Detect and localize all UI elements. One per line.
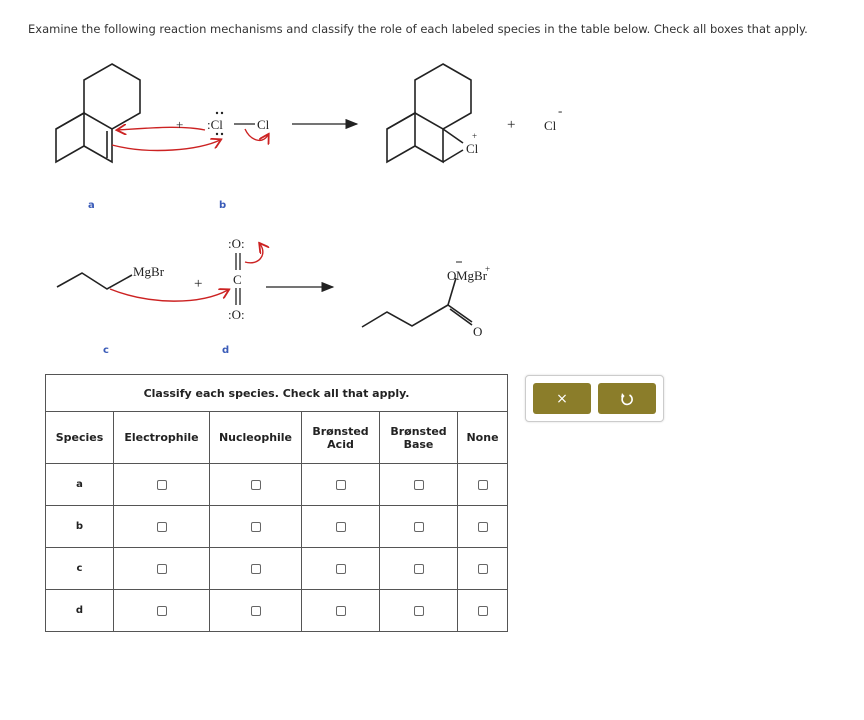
plus-sign-1: +: [176, 117, 184, 132]
checkbox-b-electrophile[interactable]: [157, 522, 167, 532]
checkbox-d-nucleophile[interactable]: [251, 606, 261, 616]
red-electron-arrow-5: [245, 244, 263, 263]
red-electron-arrow-1: [112, 140, 220, 150]
product-1-cl: Cl: [466, 141, 479, 156]
species-d-c: C: [233, 272, 242, 287]
label-b: b: [219, 200, 227, 211]
table-title: Classify each species. Check all that apply.: [46, 375, 508, 412]
chloride-negative-charge: -: [558, 103, 563, 118]
product-2-structure: [362, 278, 472, 327]
table-row: [46, 548, 508, 590]
checkbox-c-electrophile[interactable]: [157, 564, 167, 574]
label-d: d: [222, 345, 230, 356]
checkbox-a-electrophile[interactable]: [157, 480, 167, 490]
product-2-positive-charge: +: [485, 264, 491, 274]
table-row: [46, 464, 508, 506]
header-bronsted-base: Brønsted Base: [380, 412, 458, 464]
checkbox-d-bronsted-acid[interactable]: [336, 606, 346, 616]
undo-icon: [620, 392, 634, 406]
checkbox-b-none[interactable]: [478, 522, 488, 532]
chloride-ion: Cl: [544, 118, 557, 133]
header-none: None: [458, 412, 508, 464]
action-button-panel: [525, 375, 664, 422]
checkbox-a-bronsted-acid[interactable]: [336, 480, 346, 490]
plus-sign-3: +: [194, 276, 203, 292]
clear-button[interactable]: [533, 383, 591, 414]
checkbox-a-none[interactable]: [478, 480, 488, 490]
species-c-structure: [57, 273, 132, 289]
checkbox-a-nucleophile[interactable]: [251, 480, 261, 490]
species-label-c: c: [46, 548, 114, 590]
table-row: [46, 590, 508, 632]
species-c-mgbr: MgBr: [133, 264, 165, 279]
checkbox-a-bronsted-base[interactable]: [414, 480, 424, 490]
header-species: Species: [46, 412, 114, 464]
checkbox-b-bronsted-acid[interactable]: [336, 522, 346, 532]
red-electron-arrow-4: [110, 289, 228, 301]
question-prompt: Examine the following reaction mechanisms and classify the role of each labeled species in the table below. Check all boxes that apply.: [28, 22, 808, 36]
table-header-row: [46, 412, 508, 464]
checkbox-d-bronsted-base[interactable]: [414, 606, 424, 616]
undo-button[interactable]: [598, 383, 656, 414]
species-a-structure: [56, 64, 140, 162]
species-b-cl-left: :Cl: [207, 117, 223, 132]
checkbox-c-nucleophile[interactable]: [251, 564, 261, 574]
close-icon: ×: [556, 390, 568, 407]
product-1-structure: [387, 64, 471, 162]
checkbox-b-bronsted-base[interactable]: [414, 522, 424, 532]
header-bronsted-acid: Brønsted Acid: [302, 412, 380, 464]
red-electron-arrow-2: [118, 127, 205, 130]
checkbox-d-electrophile[interactable]: [157, 606, 167, 616]
header-nucleophile: Nucleophile: [210, 412, 302, 464]
product-2-o-minus: O: [447, 268, 457, 283]
label-a: a: [88, 200, 95, 211]
species-label-d: d: [46, 590, 114, 632]
product-2-mgbr: MgBr: [456, 268, 488, 283]
label-c: c: [103, 345, 109, 356]
product-1-positive-charge: +: [472, 131, 478, 141]
header-electrophile: Electrophile: [114, 412, 210, 464]
species-label-a: a: [46, 464, 114, 506]
species-label-b: b: [46, 506, 114, 548]
species-b-cl-right: Cl: [257, 117, 270, 132]
species-d-o-top: :O:: [228, 236, 245, 251]
checkbox-c-none[interactable]: [478, 564, 488, 574]
product-2-o: O: [473, 324, 483, 339]
plus-sign-2: +: [507, 117, 516, 133]
table-row: [46, 506, 508, 548]
checkbox-d-none[interactable]: [478, 606, 488, 616]
checkbox-c-bronsted-base[interactable]: [414, 564, 424, 574]
checkbox-c-bronsted-acid[interactable]: [336, 564, 346, 574]
species-d-o-bottom: :O:: [228, 307, 245, 322]
checkbox-b-nucleophile[interactable]: [251, 522, 261, 532]
classification-table: [45, 374, 508, 632]
